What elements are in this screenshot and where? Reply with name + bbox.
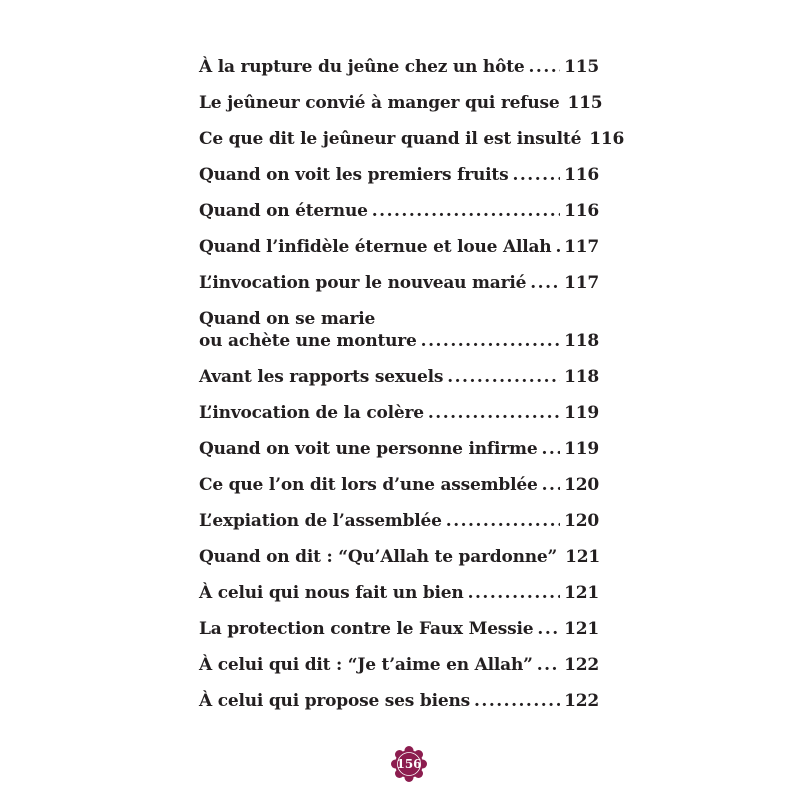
dot-leader [530, 272, 560, 294]
toc-entry-page: 116 [564, 201, 599, 221]
toc-entry-page: 117 [564, 237, 599, 257]
toc-entry [199, 272, 599, 294]
toc-entry-title: La protection contre le Faux Messie [199, 619, 534, 639]
toc-entry [199, 402, 599, 424]
dot-leader [542, 474, 561, 496]
toc-entry-title-line2: ou achète une monture [199, 331, 417, 351]
toc-entry [199, 582, 599, 604]
toc-entry [199, 92, 603, 114]
toc-entry [199, 366, 599, 388]
toc-entry [199, 438, 599, 460]
toc-entry-title: À celui qui nous fait un bien [199, 583, 464, 603]
toc-entry-page: 119 [564, 439, 599, 459]
dot-leader [541, 438, 560, 460]
dot-leader [421, 330, 560, 352]
dot-leader [447, 366, 560, 388]
dot-leader [537, 654, 560, 676]
toc-entry-title: Quand on voit une personne infirme [199, 439, 538, 459]
toc-entry-page: 121 [564, 619, 599, 639]
toc-entry-title: À celui qui propose ses biens [199, 691, 470, 711]
toc-entry-page: 115 [564, 57, 599, 77]
toc-entry [199, 690, 599, 712]
toc-entry-page: 120 [564, 511, 599, 531]
toc-entry [199, 546, 599, 568]
toc-entry [199, 164, 599, 186]
toc-entry-title: L’invocation pour le nouveau marié [199, 273, 527, 293]
toc-entry-page: 119 [564, 403, 599, 423]
toc-entry-page: 122 [564, 691, 599, 711]
toc-entry-title: À la rupture du jeûne chez un hôte [199, 57, 525, 77]
toc-entry-title: Quand on voit les premiers fruits [199, 165, 509, 185]
toc-entry [199, 510, 599, 532]
toc-entry-title: Quand on éternue [199, 201, 368, 221]
toc-entry-page: 121 [564, 583, 599, 603]
page-number-badge [390, 745, 428, 783]
toc-entry [199, 618, 599, 640]
toc-entry-title: Le jeûneur convié à manger qui refuse [199, 93, 560, 113]
toc-entry-title: À celui qui dit : “Je t’aime en Allah” [199, 655, 533, 675]
toc-entry-title: Ce que l’on dit lors d’une assemblée [199, 475, 538, 495]
toc-entry-page: 116 [564, 165, 599, 185]
toc-entry-title: Ce que dit le jeûneur quand il est insulté [199, 129, 582, 149]
toc-entry [199, 56, 599, 78]
dot-leader [468, 582, 561, 604]
toc-entry-title: Avant les rapports sexuels [199, 367, 444, 387]
toc-entry [199, 308, 599, 352]
toc-entry-title: L’expiation de l’assemblée [199, 511, 442, 531]
toc-entry-title-line1: Quand on se marie [199, 309, 376, 329]
toc-entry-page: 121 [565, 547, 601, 567]
toc-entry-title: Quand l’infidèle éternue et loue Allah [199, 237, 552, 257]
table-of-contents [199, 56, 625, 726]
toc-entry-page: 122 [564, 655, 599, 675]
dot-leader [537, 618, 560, 640]
toc-entry [199, 474, 599, 496]
toc-entry-page: 118 [564, 331, 599, 351]
dot-leader [555, 236, 560, 258]
dot-leader [529, 56, 561, 78]
dot-leader [474, 690, 560, 712]
toc-entry-page: 118 [564, 367, 599, 387]
toc-entry [199, 236, 599, 258]
dot-leader [372, 200, 560, 222]
toc-entry-title: Quand on dit : “Qu’Allah te pardonne” [199, 547, 558, 567]
toc-entry [199, 200, 599, 222]
toc-entry-page: 116 [589, 129, 625, 149]
toc-entry-title: L’invocation de la colère [199, 403, 424, 423]
dot-leader [428, 402, 560, 424]
page-number: 156 [396, 757, 422, 771]
dot-leader [512, 164, 560, 186]
toc-entry-page: 115 [567, 93, 603, 113]
dot-leader [446, 510, 560, 532]
toc-entry-page: 120 [564, 475, 599, 495]
toc-entry-page: 117 [564, 273, 599, 293]
toc-entry [199, 654, 599, 676]
toc-entry [199, 128, 625, 150]
